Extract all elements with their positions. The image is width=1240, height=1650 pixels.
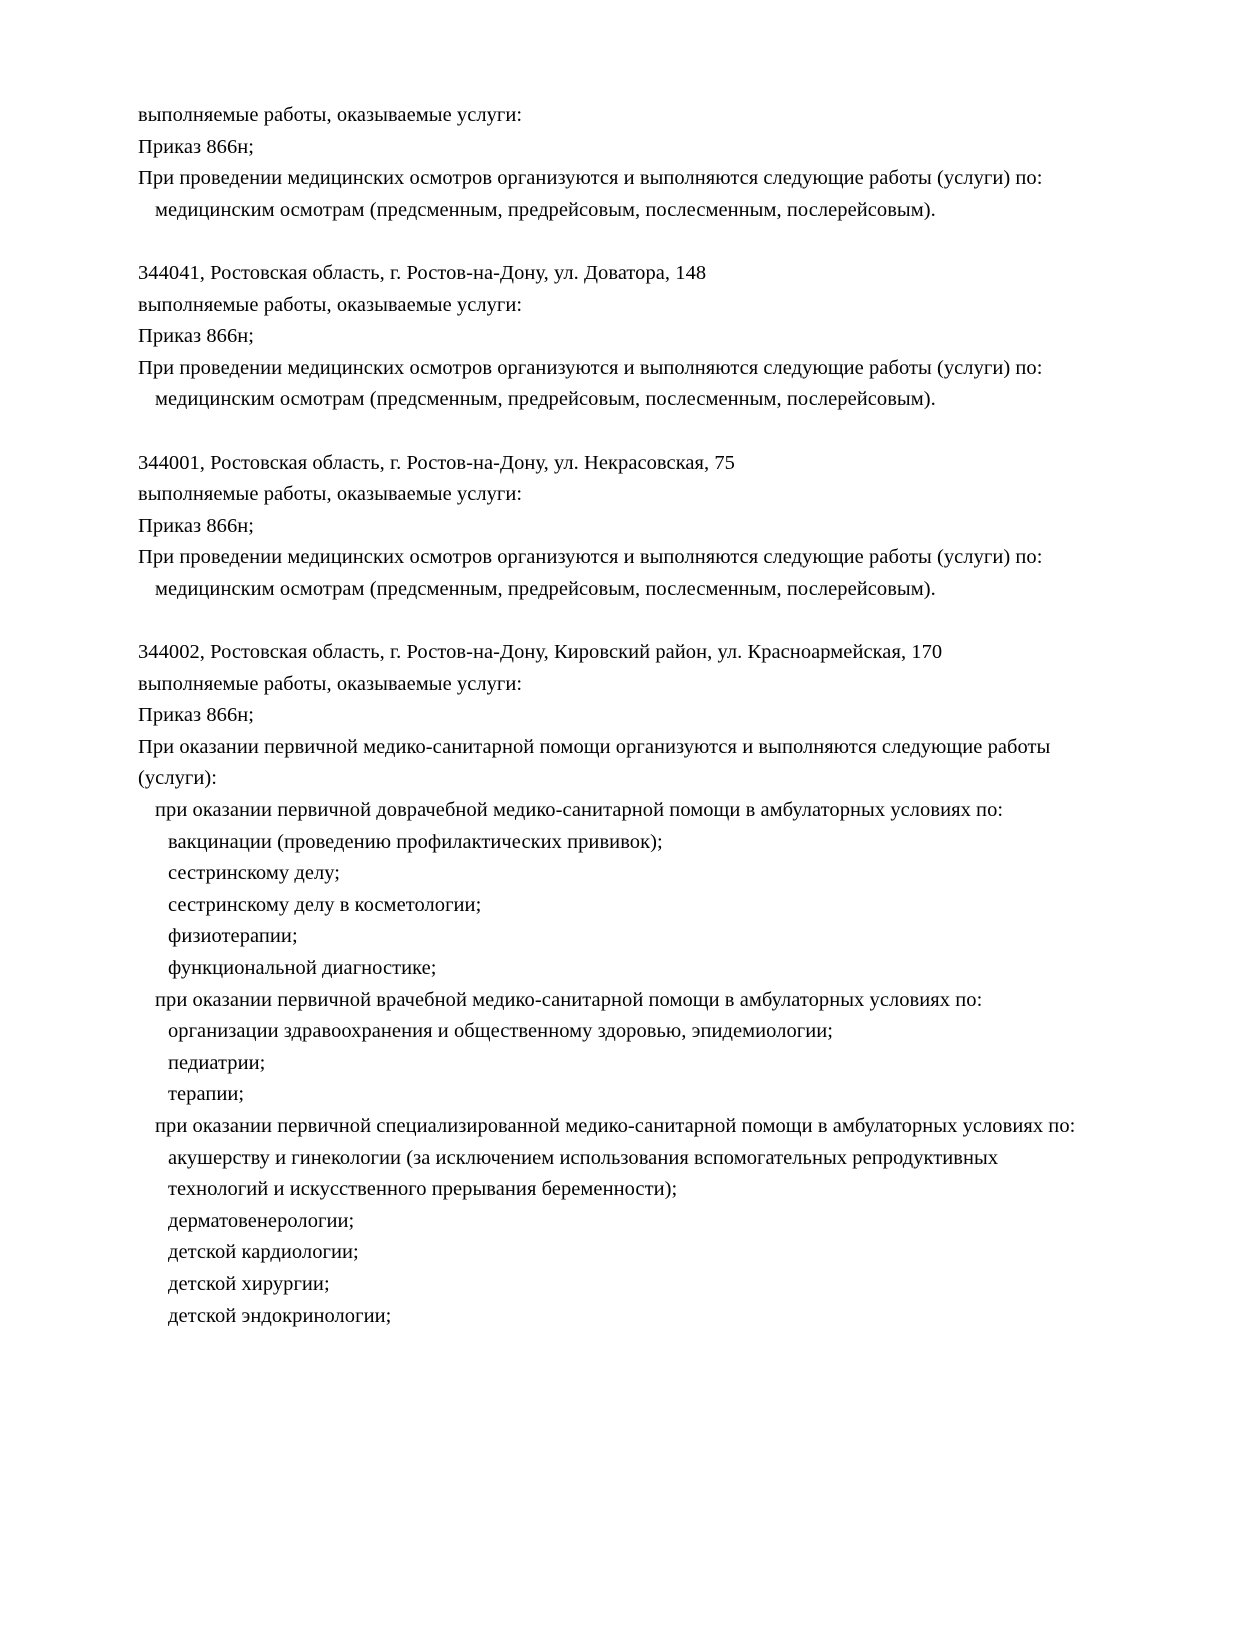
address-heading: 344041, Ростовская область, г. Ростов-на-Дону, ул. Доватора, 148 — [138, 261, 707, 284]
paragraph-line: медицинским осмотрам (предсменным, предрейсовым, послесменным, послерейсовым). — [155, 577, 936, 600]
service-item: сестринскому делу в косметологии; — [168, 893, 482, 916]
paragraph-line: Приказ 866н; — [138, 135, 255, 158]
text-block-section-continued — [138, 100, 1098, 226]
service-item: функциональной диагностике; — [168, 957, 437, 980]
paragraph-line: Приказ 866н; — [138, 514, 255, 537]
address-heading: 344002, Ростовская область, г. Ростов-на-Дону, Кировский район, ул. Красноармейская, 170 — [138, 641, 943, 664]
service-item: сестринскому делу; — [168, 862, 341, 885]
service-item: терапии; — [168, 1083, 245, 1106]
paragraph-spacer — [138, 226, 1098, 258]
service-item: физиотерапии; — [168, 925, 298, 948]
paragraph-line: медицинским осмотрам (предсменным, предрейсовым, послесменным, послерейсовым). — [155, 388, 936, 411]
paragraph-spacer — [138, 416, 1098, 448]
text-block-section-nekrasovskaya-75 — [138, 448, 1098, 606]
text-block-section-krasnoarmeyskaya-170 — [138, 637, 1098, 1332]
paragraph-spacer — [138, 606, 1098, 638]
paragraph-line: при оказании первичной специализированной медико-санитарной помощи в амбулаторных условиях по: — [155, 1115, 1076, 1137]
paragraph-line: при оказании первичной врачебной медико-санитарной помощи в амбулаторных условиях по: — [155, 988, 983, 1011]
service-item: организации здравоохранения и общественному здоровью, эпидемиологии; — [168, 1020, 834, 1043]
paragraph-line: При проведении медицинских осмотров организуются и выполняются следующие работы (услуги) по: — [138, 546, 1043, 569]
service-item: вакцинации (проведению профилактических прививок); — [168, 830, 663, 853]
paragraph-line: Приказ 866н; — [138, 325, 255, 348]
service-item: детской хирургии; — [168, 1272, 330, 1295]
service-item: педиатрии; — [168, 1051, 266, 1074]
paragraph-line: при оказании первичной доврачебной медико-санитарной помощи в амбулаторных условиях по: — [155, 799, 1004, 822]
address-heading: 344001, Ростовская область, г. Ростов-на-Дону, ул. Некрасовская, 75 — [138, 451, 735, 474]
paragraph-line: выполняемые работы, оказываемые услуги: — [138, 293, 523, 316]
paragraph-line: выполняемые работы, оказываемые услуги: — [138, 672, 523, 695]
paragraph-line: Приказ 866н; — [138, 704, 255, 727]
document-body — [138, 100, 1098, 1332]
paragraph-line: При проведении медицинских осмотров организуются и выполняются следующие работы (услуги) по: — [138, 356, 1043, 379]
paragraph-line: медицинским осмотрам (предсменным, предрейсовым, послесменным, послерейсовым). — [155, 198, 936, 221]
service-item: детской эндокринологии; — [168, 1304, 392, 1327]
paragraph-line: выполняемые работы, оказываемые услуги: — [138, 483, 523, 506]
service-item: детской кардиологии; — [168, 1241, 359, 1264]
text-block-section-dovatora-148 — [138, 258, 1098, 416]
paragraph-line: При оказании первичной медико-санитарной помощи организуются и выполняются следующие работы (услуги): — [138, 735, 1056, 790]
paragraph-line: При проведении медицинских осмотров организуются и выполняются следующие работы (услуги) по: — [138, 167, 1043, 190]
paragraph-line: выполняемые работы, оказываемые услуги: — [138, 104, 523, 126]
service-item: акушерству и гинекологии (за исключением использования вспомогательных репродуктивных технологий и искусственного прерывания беременности); — [168, 1146, 1004, 1201]
service-item: дерматовенерологии; — [168, 1209, 355, 1232]
